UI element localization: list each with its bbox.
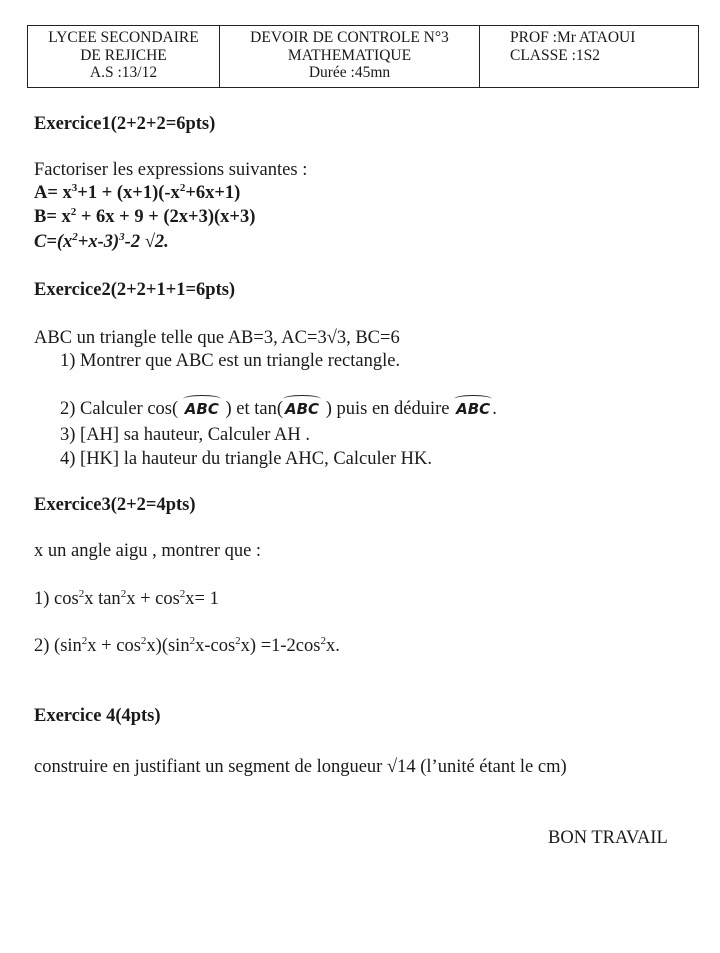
school-name: LYCEE SECONDAIRE bbox=[48, 29, 199, 46]
angle-abc-2: ABC bbox=[285, 400, 320, 418]
exercise4-text: construire en justifiant un segment de longueur √14 (l’unité étant le cm) bbox=[34, 757, 567, 777]
exercise2-question4: 4) [HK] la hauteur du triangle AHC, Calculer HK. bbox=[60, 449, 432, 469]
exercise2-intro: ABC un triangle telle que AB=3, AC=3√3, BC=6 bbox=[34, 328, 400, 348]
exercise3-question2: 2) $(\sin^2x + \cos^2x)(\sin^2x-\cos^2x) =1-2\cos^2x$. bbox=[34, 635, 340, 656]
expression-c: $C=(x^2+x-3)^3-2$ √2. bbox=[34, 231, 169, 252]
teacher-cell bbox=[480, 26, 698, 87]
exercise2-question2: 2) Calculer cos( ABC ) et tan( ABC ) puis en déduire ABC . bbox=[60, 399, 497, 419]
angle-abc-3: ABC bbox=[456, 400, 491, 418]
angle-abc-1: ABC bbox=[184, 400, 219, 418]
exercise3-question1: 1) $\cos^2x$ $\tan^2x + \cos^2x= 1$ bbox=[34, 588, 219, 609]
school-cell bbox=[28, 26, 220, 87]
exercise3-intro: x un angle aigu , montrer que : bbox=[34, 541, 262, 561]
exam-title: DEVOIR DE CONTROLE N°3 bbox=[250, 29, 449, 46]
class-name: CLASSE :1S2 bbox=[510, 46, 601, 64]
exercise1-title: Exercice1(2+2+2=6pts) bbox=[34, 114, 216, 134]
exercise2-title: Exercice2(2+2+1+1=6pts) bbox=[34, 280, 236, 300]
exam-duration: Durée :45mn bbox=[308, 64, 391, 81]
school-year: A.S :13/12 bbox=[89, 64, 158, 81]
exercise2-question3: 3) [AH] sa hauteur, Calculer AH . bbox=[60, 425, 310, 445]
exam-subject: MATHEMATIQUE bbox=[287, 46, 412, 64]
exam-cell bbox=[220, 26, 480, 87]
school-city: DE REJICHE bbox=[80, 46, 167, 64]
exercise3-title: Exercice3(2+2=4pts) bbox=[34, 495, 196, 515]
exercise4-title: Exercice 4(4pts) bbox=[34, 706, 161, 726]
exercise2-question1: 1) Montrer que ABC est un triangle rectangle. bbox=[60, 351, 401, 371]
expression-b: $B= x^2 + 6x + 9 + (2x+3)(x+3)$ bbox=[34, 206, 256, 227]
expression-a: $A= x^3+1 + (x+1)(-x^2+6x+1)$ bbox=[34, 182, 241, 203]
header-table bbox=[27, 25, 699, 88]
teacher-name: PROF :Mr ATAOUI bbox=[510, 29, 636, 46]
exercise1-intro: Factoriser les expressions suivantes : bbox=[34, 160, 308, 180]
closing-text: BON TRAVAIL bbox=[548, 828, 668, 848]
